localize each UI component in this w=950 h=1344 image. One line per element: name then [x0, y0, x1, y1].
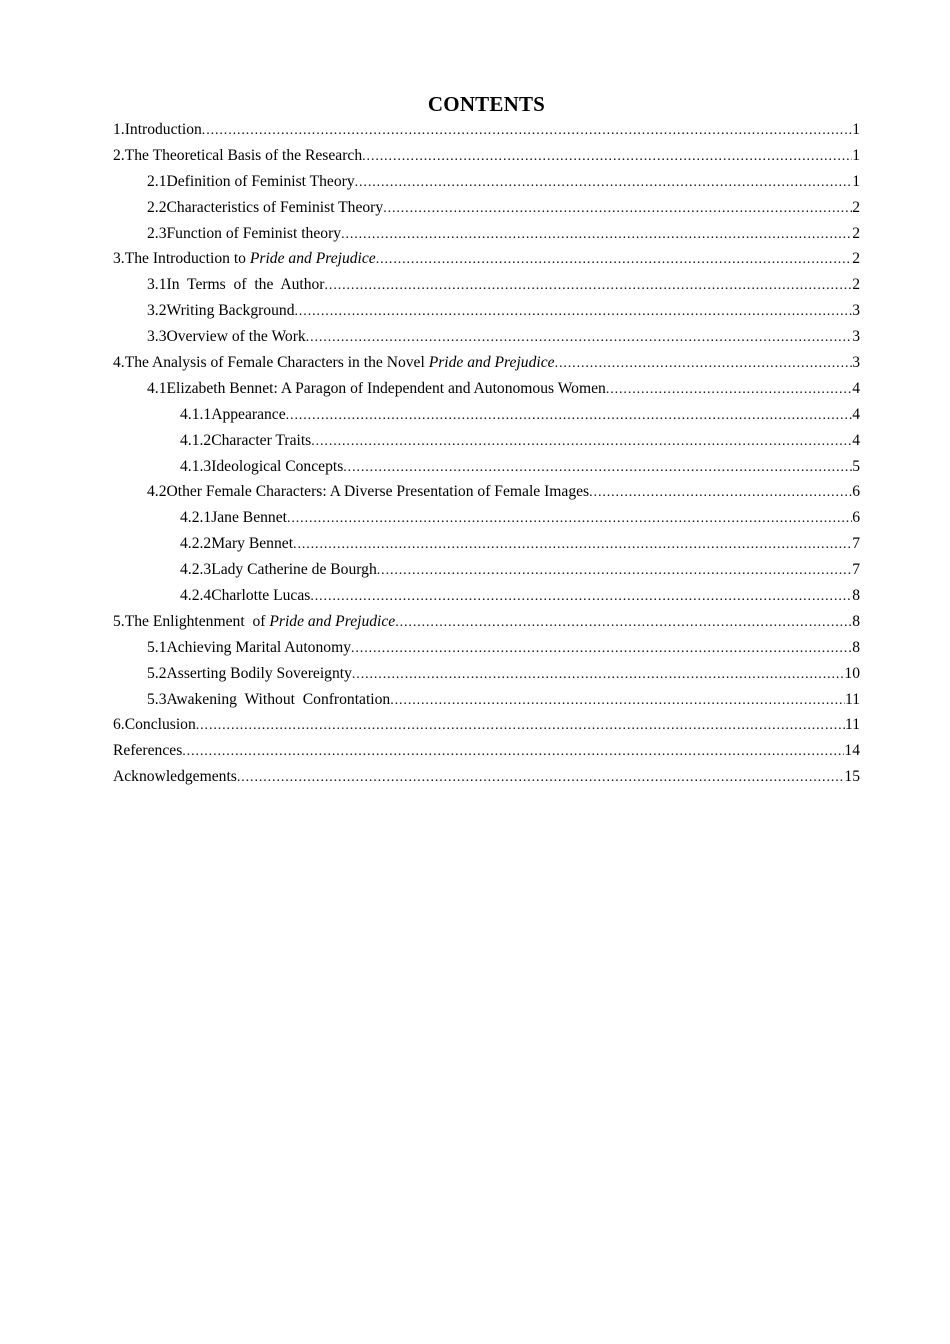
toc-dot-leader [202, 118, 852, 143]
toc-dot-leader [286, 403, 853, 428]
toc-dot-leader [362, 144, 852, 169]
toc-entry-number: 3.2 [147, 302, 167, 320]
toc-entry-page-number: 8 [852, 587, 860, 605]
toc-entry-page-number: 7 [852, 561, 860, 579]
toc-entry-page-number: 4 [852, 379, 860, 397]
toc-entry-title [167, 298, 295, 324]
toc-entry[interactable] [113, 169, 860, 195]
toc-entry-title-text: Characteristics of Feminist Theory [166, 198, 384, 216]
toc-entry-page-number: 11 [844, 690, 860, 708]
toc-entry-title-text: Awakening Without Confrontation [166, 690, 391, 708]
toc-entry-title-text: Other Female Characters: A Diverse Presentation of Female Images [166, 483, 590, 501]
toc-entry-page-number: 6 [852, 483, 860, 501]
toc-entry-number: 4.2.4 [180, 587, 212, 605]
toc-entry-title-text: Introduction [124, 121, 202, 138]
toc-entry-page-number: 3 [852, 302, 860, 320]
toc-entry[interactable] [113, 143, 860, 169]
toc-entry-title-text: Character Traits [211, 431, 312, 449]
toc-entry-page-number: 14 [844, 742, 860, 760]
toc-entry-number: 2.2 [147, 198, 167, 216]
toc-entry[interactable] [113, 428, 860, 454]
toc-entry-title [167, 169, 355, 195]
toc-entry-number: 5.1 [147, 638, 167, 656]
toc-entry-page-number: 2 [852, 276, 860, 294]
toc-entry-title [125, 246, 376, 272]
toc-entry-title-text: Asserting Bodily Sovereignty [166, 664, 352, 682]
toc-entry-number: 1. [113, 121, 125, 138]
toc-entry-number: 4.2 [147, 483, 167, 501]
toc-entry-page-number: 2 [852, 198, 860, 216]
toc-entry[interactable] [113, 376, 860, 402]
toc-entry-page-number: 1 [852, 146, 860, 164]
toc-dot-leader [352, 662, 845, 687]
toc-entry-title [113, 764, 237, 790]
toc-entry[interactable] [113, 609, 860, 635]
toc-list [113, 117, 860, 790]
toc-dot-leader [293, 532, 852, 557]
toc-entry-title [167, 195, 384, 221]
toc-entry-title-italic: Pride and Prejudice [269, 612, 396, 630]
toc-entry-title-text: Elizabeth Bennet: A Paragon of Independent and Autonomous Women [166, 379, 606, 397]
toc-entry-title-text: Mary Bennet [211, 535, 294, 553]
toc-entry-title [211, 557, 377, 583]
toc-entry-title-text: Overview of the Work [166, 328, 306, 346]
toc-entry-title-text: Acknowledgements [113, 768, 237, 786]
toc-entry-number: 2.1 [147, 172, 167, 190]
toc-dot-leader [287, 506, 852, 531]
toc-entry-title [125, 712, 196, 738]
toc-entry[interactable] [113, 738, 860, 764]
toc-entry-page-number: 2 [852, 224, 860, 242]
toc-entry[interactable] [113, 117, 860, 143]
toc-dot-leader [325, 273, 853, 298]
toc-entry-title-italic: Pride and Prejudice [428, 354, 555, 372]
toc-dot-leader [341, 222, 852, 247]
toc-entry-title-text: Appearance [211, 405, 286, 423]
toc-entry-title [125, 143, 362, 169]
toc-dot-leader [377, 558, 852, 583]
toc-entry-page-number: 1 [852, 121, 860, 138]
toc-entry[interactable] [113, 557, 860, 583]
toc-entry-title-text: The Analysis of Female Characters in the Novel [124, 354, 429, 372]
toc-entry[interactable] [113, 298, 860, 324]
toc-entry-title-text: Definition of Feminist Theory [166, 172, 355, 190]
toc-entry-number: 6. [113, 716, 125, 734]
toc-dot-leader [237, 765, 845, 790]
toc-entry[interactable] [113, 687, 860, 713]
toc-entry[interactable] [113, 272, 860, 298]
toc-entry-page-number: 7 [852, 535, 860, 553]
toc-entry-number: 4. [113, 354, 125, 372]
toc-entry[interactable] [113, 195, 860, 221]
toc-entry-page-number: 4 [852, 405, 860, 423]
toc-entry-number: 4.2.3 [180, 561, 212, 579]
toc-entry-title-text: The Theoretical Basis of the Research [124, 146, 363, 164]
toc-dot-leader [383, 196, 852, 221]
toc-dot-leader [606, 377, 852, 402]
toc-entry-title [211, 428, 311, 454]
toc-entry[interactable] [113, 583, 860, 609]
toc-dot-leader [196, 713, 845, 738]
toc-entry-title [211, 531, 293, 557]
toc-entry-number: 5.3 [147, 690, 167, 708]
toc-entry-title-text: References [113, 742, 183, 760]
toc-entry-page-number: 3 [852, 354, 860, 372]
toc-dot-leader [343, 455, 852, 480]
toc-entry-title [125, 117, 202, 143]
toc-entry-page-number: 1 [852, 172, 860, 190]
toc-entry-number: 4.1.3 [180, 457, 212, 475]
toc-entry-page-number: 10 [844, 664, 860, 682]
toc-entry-title-text: Ideological Concepts [211, 457, 344, 475]
toc-entry-title-text: Achieving Marital Autonomy [166, 638, 351, 656]
toc-entry[interactable] [113, 764, 860, 790]
toc-entry-page-number: 3 [852, 328, 860, 346]
toc-entry-title [167, 687, 391, 713]
toc-entry-title-text: Jane Bennet [211, 509, 287, 527]
toc-dot-leader [295, 299, 853, 324]
toc-dot-leader [306, 325, 853, 350]
toc-entry-title-text: The Introduction to [124, 250, 250, 268]
toc-entry-title-text: Lady Catherine de Bourgh [211, 561, 377, 579]
toc-entry-page-number: 8 [852, 638, 860, 656]
toc-entry-number: 2.3 [147, 224, 167, 242]
toc-entry-title-italic: Pride and Prejudice [249, 250, 376, 268]
toc-entry-number: 4.2.1 [180, 509, 212, 527]
toc-entry[interactable] [113, 350, 860, 376]
toc-dot-leader [310, 584, 852, 609]
toc-entry-title [125, 350, 555, 376]
toc-entry-title [167, 272, 325, 298]
toc-entry[interactable] [113, 246, 860, 272]
toc-entry[interactable] [113, 221, 860, 247]
toc-entry[interactable] [113, 324, 860, 350]
toc-dot-leader [589, 480, 852, 505]
toc-entry-title [125, 609, 396, 635]
toc-entry-number: 4.2.2 [180, 535, 212, 553]
toc-entry[interactable] [113, 402, 860, 428]
toc-entry-title [167, 661, 352, 687]
toc-entry-title-text: In Terms of the Author [166, 276, 325, 294]
toc-entry-number: 3. [113, 250, 125, 268]
toc-entry-title [113, 738, 182, 764]
toc-entry-page-number: 15 [844, 768, 860, 786]
toc-entry[interactable] [113, 635, 860, 661]
toc-entry-page-number: 4 [852, 431, 860, 449]
toc-entry-title [211, 454, 343, 480]
toc-entry-title [211, 505, 287, 531]
toc-entry-title [211, 583, 310, 609]
toc-entry[interactable] [113, 661, 860, 687]
toc-entry-title [167, 479, 590, 505]
toc-entry-number: 3.1 [147, 276, 167, 294]
toc-entry-page-number: 6 [852, 509, 860, 527]
toc-dot-leader [390, 688, 845, 713]
toc-title: CONTENTS [427, 92, 546, 116]
toc-entry-number: 5.2 [147, 664, 167, 682]
toc-entry-title [167, 221, 342, 247]
toc-entry-number: 4.1.1 [180, 405, 212, 423]
toc-entry-page-number: 8 [852, 612, 860, 630]
toc-entry-number: 3.3 [147, 328, 167, 346]
toc-entry[interactable] [113, 479, 860, 505]
toc-entry-page-number: 11 [844, 716, 860, 734]
toc-dot-leader [555, 351, 853, 376]
toc-dot-leader [355, 170, 853, 195]
toc-entry-number: 4.1 [147, 379, 167, 397]
toc-dot-leader [395, 610, 852, 635]
toc-entry-title [167, 635, 352, 661]
toc-entry-number: 4.1.2 [180, 431, 212, 449]
toc-entry-title-text: Conclusion [124, 716, 196, 734]
toc-dot-leader [182, 739, 844, 764]
toc-entry-title [167, 324, 306, 350]
toc-entry-title-text: The Enlightenment of [124, 612, 270, 630]
toc-entry[interactable] [113, 505, 860, 531]
toc-entry-page-number: 5 [852, 457, 860, 475]
toc-entry-page-number: 2 [852, 250, 860, 268]
toc-entry-title [211, 402, 285, 428]
toc-entry-number: 2. [113, 146, 125, 164]
toc-entry[interactable] [113, 531, 860, 557]
toc-entry-title-text: Writing Background [166, 302, 295, 320]
toc-entry[interactable] [113, 454, 860, 480]
toc-entry-number: 5. [113, 612, 125, 630]
toc-entry-title-text: Function of Feminist theory [166, 224, 342, 242]
toc-dot-leader [311, 429, 852, 454]
toc-entry-title-text: Charlotte Lucas [211, 587, 311, 605]
toc-dot-leader [351, 636, 852, 661]
toc-entry-title [167, 376, 606, 402]
toc-entry[interactable] [113, 712, 860, 738]
toc-dot-leader [376, 247, 852, 272]
